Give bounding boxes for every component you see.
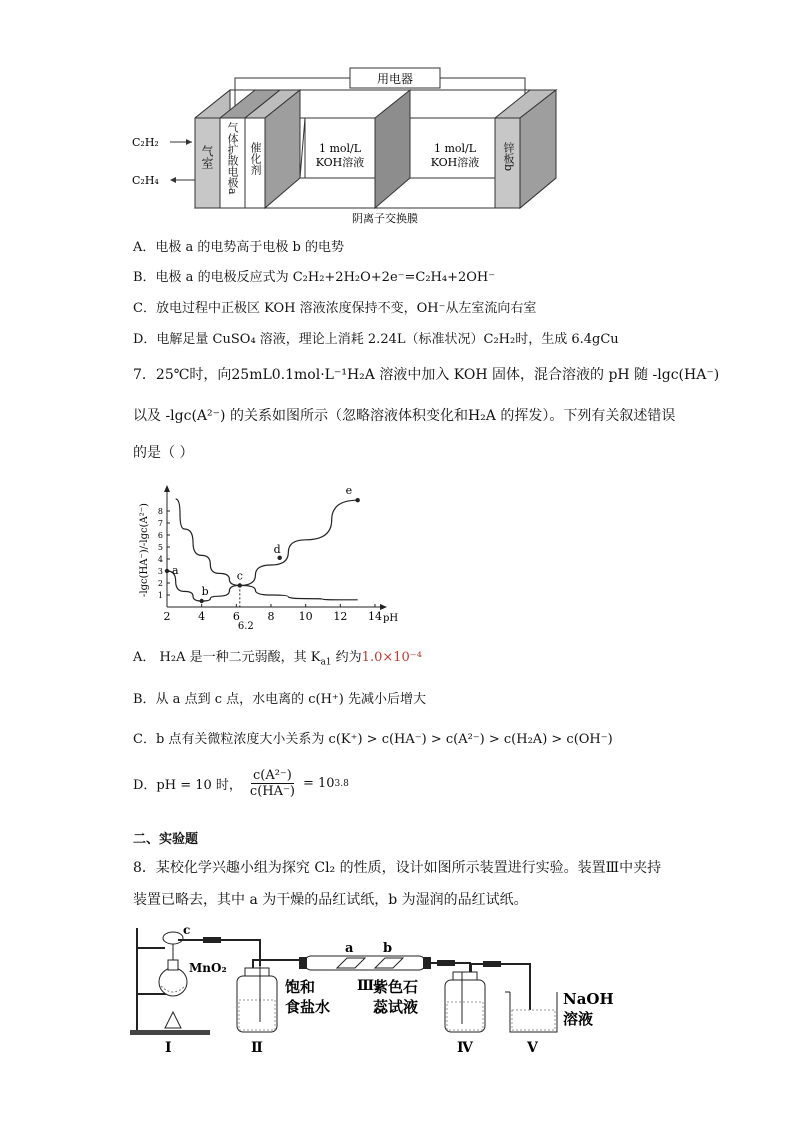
electrode-a-label: 气体扩散电极a	[226, 122, 239, 195]
q7-option-d-fraction	[248, 768, 297, 799]
unit-label-4: Ⅳ	[457, 1040, 473, 1056]
q7-option-d-result: = 10	[302, 776, 335, 791]
y-tick-label: 6	[157, 531, 163, 540]
gas-in-label: C₂H₂	[132, 136, 159, 149]
x-tick-label: 10	[298, 610, 313, 623]
load-label: 用电器	[376, 72, 414, 86]
q7-option-d-numerator: c(A²⁻)	[252, 768, 292, 783]
q8-stem-line2: 装置已略去，其中 a 为干燥的品红试纸，b 为湿润的品红试纸。	[133, 892, 528, 908]
x-tick-label: 14	[368, 610, 382, 623]
extra-tick-label: 6.2	[237, 621, 254, 632]
q7-option-d-denominator: c(HA⁻)	[249, 784, 295, 799]
y-tick-label: 2	[157, 579, 163, 588]
unit-label-5: Ⅴ	[527, 1040, 538, 1056]
point-label-a: a	[172, 564, 179, 577]
membrane-label: 阴离子交换膜	[352, 212, 418, 225]
tube-label-a: a	[345, 941, 354, 956]
q8-stem-line1: 8．某校化学兴趣小组为探究 Cl₂ 的性质，设计如图所示装置进行实验。装置Ⅲ中夹持	[133, 860, 662, 876]
tube-label-b: b	[383, 941, 393, 956]
ph-chart	[135, 484, 399, 632]
x-axis-label: pH	[383, 613, 399, 624]
point-a	[165, 569, 169, 573]
litmus-line2: 蕊试液	[373, 998, 419, 1016]
y-axis-arrow	[164, 485, 170, 492]
q6-option-d: D．电解足量 CuSO₄ 溶液，理论上消耗 2.24L（标准状况）C₂H₂时，生成 6.4gCu	[133, 332, 619, 347]
litmus-line1: 紫色石	[373, 978, 419, 996]
y-tick-label: 5	[157, 543, 163, 552]
unit-label-2: Ⅱ	[251, 1040, 263, 1056]
right-solution-name: KOH溶液	[430, 156, 480, 169]
q7-option-d-exponent: 3.8	[334, 778, 349, 789]
fuel-cell-diagram	[120, 60, 580, 225]
naoh-line2: 溶液	[563, 1010, 594, 1028]
y-tick-label: 4	[157, 555, 163, 564]
reagent-mno2: MnO₂	[189, 961, 227, 975]
q6-option-a: A．电极 a 的电势高于电极 b 的电势	[133, 240, 344, 255]
apparatus-diagram	[125, 920, 625, 1060]
left-solution-conc: 1 mol/L	[318, 142, 362, 155]
q7-option-b: B．从 a 点到 c 点，水电离的 c(H⁺) 先减小后增大	[133, 692, 427, 707]
x-tick-label: 6	[232, 610, 240, 623]
q7-stem-line2: 以及 -lgc(A²⁻) 的关系如图所示（忽略溶液体积变化和H₂A 的挥发）。下列有关叙述错误	[133, 408, 676, 424]
brine-line2: 食盐水	[285, 998, 331, 1016]
unit-label-1: Ⅰ	[165, 1040, 172, 1056]
q6-option-c: C．放电过程中正极区 KOH 溶液浓度保持不变，OH⁻从左室流向右室	[133, 301, 537, 316]
point-b	[199, 599, 203, 603]
right-solution-conc: 1 mol/L	[433, 142, 477, 155]
q7-stem-line1: 7．25℃时，向25mL0.1mol·L⁻¹H₂A 溶液中加入 KOH 固体，混合溶液的 pH 随 -lgc(HA⁻)	[133, 367, 720, 383]
unit-label-3: Ⅲ	[357, 978, 375, 994]
y-tick-label: 1	[157, 591, 163, 600]
q7-option-a	[133, 646, 422, 668]
q7-option-c: C．b 点有关微粒浓度大小关系为 c(K⁺) > c(HA⁻) > c(A²⁻) > c(H₂A) > c(OH⁻)	[133, 732, 613, 747]
brine-line1: 饱和	[285, 978, 316, 996]
naoh-line1: NaOH	[563, 990, 614, 1008]
section-title: 二、实验题	[133, 832, 199, 847]
q7-option-d-text: D．pH = 10 时，	[133, 778, 242, 793]
y-tick-label: 7	[157, 519, 163, 528]
label-c: c	[183, 923, 191, 937]
y-tick-label: 8	[157, 507, 163, 516]
point-label-e: e	[345, 484, 353, 498]
point-label-c: c	[236, 569, 243, 583]
point-d	[277, 556, 281, 560]
gas-out-label: C₂H₄	[132, 174, 159, 187]
point-label-b: b	[201, 585, 209, 598]
gas-chamber-label: 气室	[200, 145, 214, 169]
q7-option-d	[133, 768, 349, 799]
catalyst-label: 催化剂	[249, 142, 262, 175]
q7-option-a-value: 1.0×10⁻⁴	[361, 650, 422, 665]
q7-option-a-suffix: 约为	[331, 650, 362, 665]
series-line-1	[167, 500, 358, 601]
x-tick-label: 8	[267, 610, 275, 623]
zinc-plate-label: 锌板b	[502, 142, 515, 172]
q7-stem-line3: 的是（ ）	[133, 445, 194, 461]
x-tick-label: 4	[198, 610, 206, 623]
x-tick-label: 2	[163, 610, 171, 623]
q7-option-a-text: A． H₂A 是一种二元弱酸，其 K	[133, 650, 321, 665]
point-label-d: d	[273, 542, 281, 556]
x-tick-label: 12	[333, 610, 348, 623]
q7-option-a-sub: a1	[320, 657, 332, 668]
q6-option-b: B．电极 a 的电极反应式为 C₂H₂+2H₂O+2e⁻=C₂H₄+2OH⁻	[133, 270, 496, 285]
left-solution-name: KOH溶液	[315, 156, 365, 169]
y-tick-label: 3	[157, 567, 163, 576]
point-e	[355, 498, 359, 502]
point-c	[238, 583, 242, 587]
y-axis-label: -lgc(HA⁻)/-lgc(A²⁻)	[139, 503, 150, 597]
